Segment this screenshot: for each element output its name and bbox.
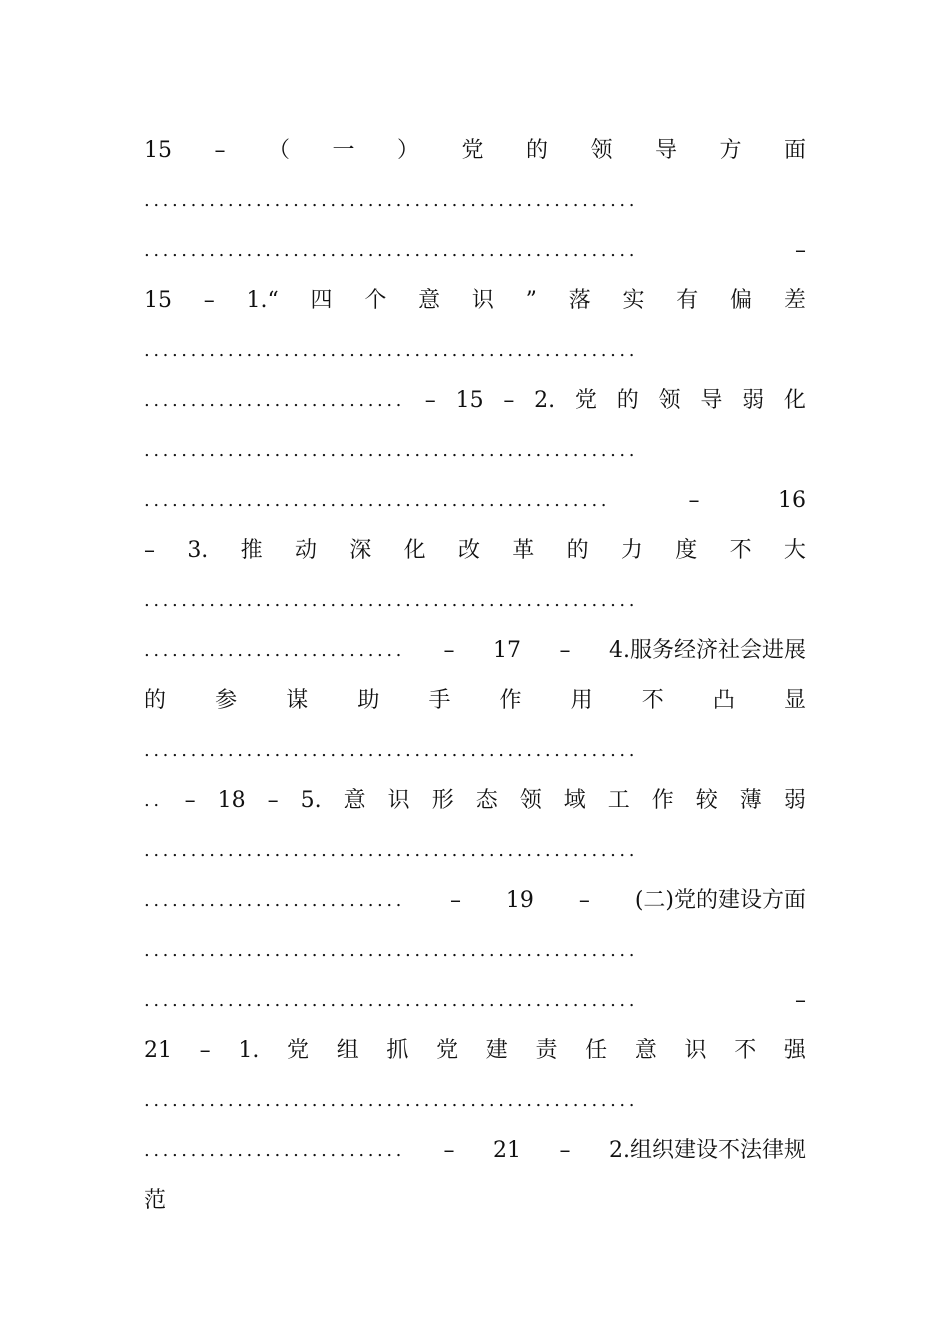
toc-text: 四: [310, 288, 333, 313]
dot-leader: ..................................................: [144, 490, 611, 511]
dot-leader: .....................................................: [144, 1090, 639, 1111]
toc-text: 识: [684, 1038, 707, 1063]
toc-text: 意: [343, 788, 366, 813]
toc-line-7: [144, 434, 806, 468]
toc-text: 偏: [730, 288, 753, 313]
toc-text: 参: [215, 688, 238, 713]
toc-text: ”: [525, 288, 537, 313]
toc-text: 不: [734, 1038, 757, 1063]
toc-text: 面: [783, 138, 806, 163]
toc-text: 的: [144, 688, 167, 713]
toc-text: 3.: [187, 538, 209, 563]
toc-text: –: [443, 638, 455, 663]
toc-text: 5.: [300, 788, 322, 813]
toc-text: 的: [616, 388, 639, 413]
toc-text: 凸: [712, 688, 735, 713]
toc-text: 动: [294, 538, 317, 563]
toc-text: –: [199, 1038, 211, 1063]
toc-text: –: [424, 388, 436, 413]
toc-text: 弱: [742, 388, 765, 413]
toc-text: 19: [505, 888, 534, 913]
toc-line-17: [144, 934, 806, 968]
toc-text: –: [795, 988, 806, 1013]
toc-text: 改: [457, 538, 480, 563]
toc-text: 手: [428, 688, 451, 713]
toc-text: 责: [535, 1038, 558, 1063]
toc-text: (二)党的建设方面: [634, 888, 806, 913]
toc-text: 作: [651, 788, 674, 813]
toc-text: 2.: [534, 388, 556, 413]
toc-text: 16: [778, 488, 806, 513]
toc-line-2: [144, 184, 806, 218]
toc-text: 个: [364, 288, 387, 313]
toc-text: 化: [403, 538, 426, 563]
toc-text: 的: [525, 138, 548, 163]
toc-line-4: [144, 284, 806, 318]
toc-text: –: [503, 388, 515, 413]
toc-text: （: [267, 138, 290, 163]
toc-text: –: [144, 538, 155, 563]
toc-line-6: [144, 384, 806, 418]
dot-leader: .....................................................: [144, 190, 639, 211]
dot-leader: ............................: [144, 1140, 406, 1161]
toc-text: –: [688, 488, 700, 513]
toc-line-11: [144, 634, 806, 668]
toc-line-21: [144, 1134, 806, 1168]
dot-leader: ............................: [144, 890, 406, 911]
toc-text: 化: [783, 388, 806, 413]
toc-text: 助: [357, 688, 380, 713]
dot-leader: ............................: [144, 640, 406, 661]
toc-text: 谋: [286, 688, 309, 713]
toc-text: 薄: [739, 788, 762, 813]
toc-text: 领: [519, 788, 542, 813]
toc-text: 强: [783, 1038, 806, 1063]
toc-text: 范: [144, 1188, 167, 1213]
toc-line-1: [144, 134, 806, 168]
toc-text: 党: [574, 388, 597, 413]
toc-text: –: [184, 788, 196, 813]
toc-text: 的: [566, 538, 589, 563]
toc-line-19: [144, 1034, 806, 1068]
toc-text: 党: [436, 1038, 459, 1063]
toc-text: 识: [387, 788, 410, 813]
toc-text: –: [203, 288, 215, 313]
dot-leader: .....................................................: [144, 990, 639, 1011]
dot-leader: ............................: [144, 390, 406, 411]
toc-text: 意: [634, 1038, 657, 1063]
dot-leader: .....................................................: [144, 840, 639, 861]
dot-leader: .....................................................: [144, 590, 639, 611]
toc-text: 15: [144, 288, 172, 313]
toc-text: –: [559, 638, 571, 663]
toc-text: 党: [287, 1038, 310, 1063]
toc-text: 大: [783, 538, 806, 563]
toc-text: 17: [492, 638, 521, 663]
dot-leader: .....................................................: [144, 240, 639, 261]
toc-text: 作: [499, 688, 522, 713]
toc-text: 形: [431, 788, 454, 813]
toc-line-8: [144, 484, 806, 518]
dot-leader: .....................................................: [144, 440, 639, 461]
toc-text: 用: [570, 688, 593, 713]
toc-line-15: [144, 834, 806, 868]
toc-text: 革: [512, 538, 535, 563]
toc-text: 有: [676, 288, 699, 313]
toc-text: –: [449, 888, 461, 913]
toc-text: 深: [349, 538, 372, 563]
toc-text: –: [267, 788, 279, 813]
toc-text: 组: [336, 1038, 359, 1063]
toc-text: –: [214, 138, 226, 163]
toc-text: 度: [675, 538, 698, 563]
toc-text: 不: [729, 538, 752, 563]
toc-text: 识: [471, 288, 494, 313]
toc-text: –: [443, 1138, 455, 1163]
toc-text: 1.: [238, 1038, 260, 1063]
toc-line-22: [144, 1184, 806, 1218]
toc-line-9: [144, 534, 806, 568]
toc-text: 意: [418, 288, 441, 313]
toc-line-14: [144, 784, 806, 818]
toc-text: 导: [654, 138, 677, 163]
toc-line-5: [144, 334, 806, 368]
toc-text: 域: [563, 788, 586, 813]
toc-text: 落: [568, 288, 591, 313]
toc-text: 2.组织建设不法律规: [608, 1138, 806, 1163]
toc-text: 显: [783, 688, 806, 713]
toc-line-20: [144, 1084, 806, 1118]
dot-leader: ..: [144, 790, 163, 811]
toc-text: 抓: [386, 1038, 409, 1063]
toc-text: 21: [492, 1138, 521, 1163]
toc-text: 一: [332, 138, 355, 163]
toc-text: 导: [700, 388, 723, 413]
toc-line-13: [144, 734, 806, 768]
toc-text: 1.“: [246, 288, 279, 313]
toc-text: 实: [622, 288, 645, 313]
toc-text: 领: [658, 388, 681, 413]
toc-line-12: [144, 684, 806, 718]
toc-text: 15: [144, 138, 172, 163]
toc-text: 推: [240, 538, 263, 563]
toc-text: 任: [585, 1038, 608, 1063]
dot-leader: .....................................................: [144, 340, 639, 361]
toc-text: 较: [695, 788, 718, 813]
toc-text: –: [559, 1138, 571, 1163]
toc-text: 21: [144, 1038, 172, 1063]
toc-text: 态: [475, 788, 498, 813]
toc-text: 18: [217, 788, 246, 813]
toc-line-18: [144, 984, 806, 1018]
toc-text: 15: [455, 388, 484, 413]
toc-text: –: [795, 238, 806, 263]
toc-text: 不: [641, 688, 664, 713]
toc-text: 4.服务经济社会进展: [608, 638, 806, 663]
toc-text: ）: [396, 138, 419, 163]
toc-line-16: [144, 884, 806, 918]
toc-line-3: [144, 234, 806, 268]
toc-text: 力: [620, 538, 643, 563]
dot-leader: .....................................................: [144, 940, 639, 961]
dot-leader: .....................................................: [144, 740, 639, 761]
toc-text: 工: [607, 788, 630, 813]
toc-text: 弱: [783, 788, 806, 813]
toc-text: 党: [461, 138, 484, 163]
toc-text: 差: [783, 288, 806, 313]
toc-text: 建: [485, 1038, 508, 1063]
toc-line-10: [144, 584, 806, 618]
toc-text: 方: [719, 138, 742, 163]
toc-text: 领: [590, 138, 613, 163]
toc-text: –: [578, 888, 590, 913]
